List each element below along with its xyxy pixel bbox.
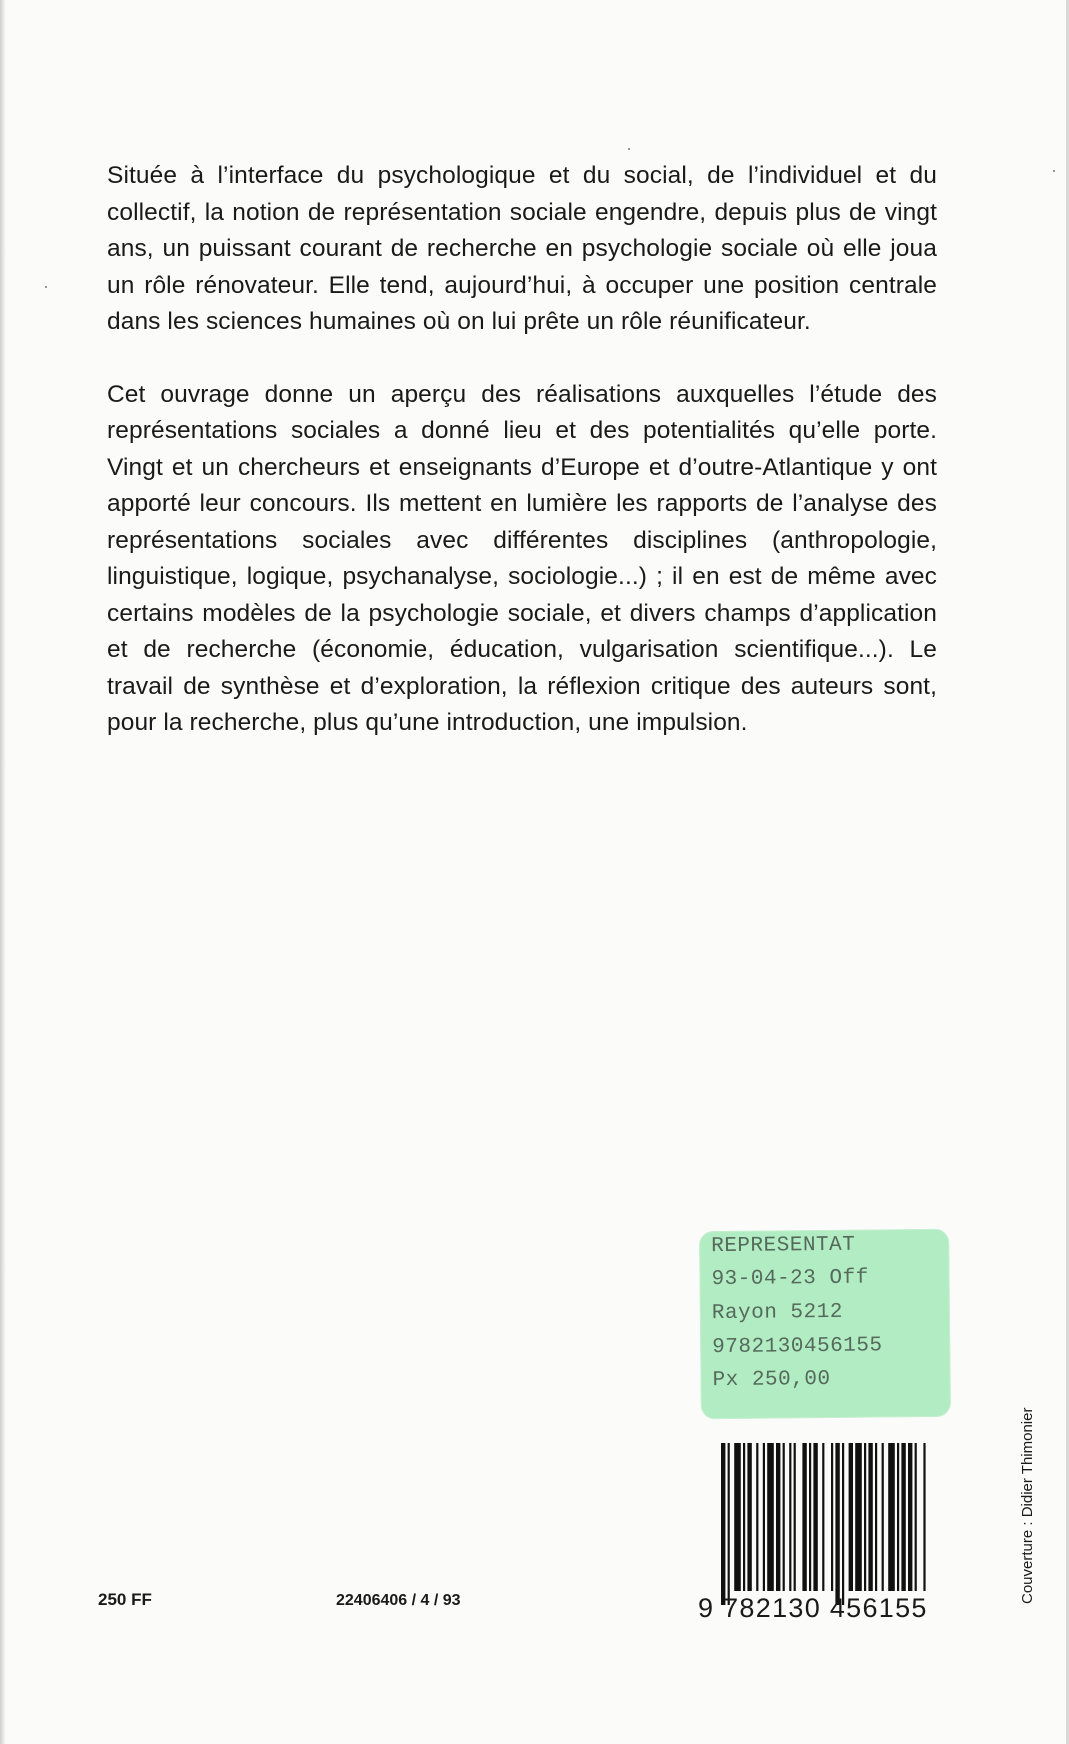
sticker-line-isbn: 9782130456155 (712, 1334, 883, 1360)
barcode-bar (767, 1443, 774, 1591)
barcode-bar (776, 1443, 780, 1591)
barcode-bar (728, 1443, 730, 1605)
barcode-bar (868, 1443, 872, 1591)
barcode-bar (783, 1443, 785, 1591)
barcode-bar (875, 1443, 877, 1591)
blurb-paragraph-1: Située à l’interface du psychologique et du social, de l’individuel et du collectif, la notion de représentation sociale engendre, depuis plus de vingt ans, un puissant courant de recherche en psychologie sociale où elle joua un rôle rénovateur. Elle tend, aujourd’hui, à occuper une position centrale dans les sciences humaines où on lui prête un rôle réunificateur. (107, 162, 937, 335)
barcode-bar (747, 1443, 751, 1591)
barcode-bar (915, 1443, 917, 1591)
barcode-bar (756, 1443, 758, 1591)
sticker-line-title: REPRESENTAT (711, 1233, 856, 1259)
barcode-bar (721, 1443, 725, 1605)
barcode-bar (882, 1443, 884, 1591)
barcode-bar (831, 1443, 833, 1591)
back-cover-blurb (107, 158, 937, 778)
price-sticker (699, 1229, 951, 1420)
barcode-bar (822, 1443, 824, 1591)
barcode-bar (813, 1443, 817, 1591)
barcode-bar (789, 1443, 791, 1591)
sticker-line-price: Px 250,00 (712, 1367, 831, 1393)
isbn-barcode (717, 1443, 933, 1605)
cover-price: 250 FF (98, 1590, 152, 1609)
barcode-bar (743, 1443, 745, 1591)
paper-speck (1053, 170, 1055, 172)
page-edge-shadow (0, 0, 6, 1744)
paper-speck (628, 148, 630, 150)
barcode-digits: 9 782130 456155 (698, 1593, 928, 1623)
barcode-bar (734, 1443, 741, 1591)
sticker-line-date: 93-04-23 Off (711, 1266, 869, 1292)
barcode-bar (794, 1443, 796, 1591)
print-code: 22406406 / 4 / 93 (336, 1592, 461, 1609)
barcode-bar (923, 1443, 925, 1591)
sticker-line-rayon: Rayon 5212 (711, 1300, 844, 1326)
barcode-bar (802, 1443, 806, 1591)
barcode-bar (763, 1443, 765, 1591)
blurb-paragraph-2: Cet ouvrage donne un aperçu des réalisations auxquelles l’étude des représentations sociales a donné lieu et des potentialités qu’elle porte. Vingt et un chercheurs et enseignants d’Europe et d’outre-Atlantique y ont apporté leur concours. Ils mettent en lumière les rapports de l’analyse des représentations sociales avec différentes disciplines (anthropologie, linguistique, logique, psychanalyse, sociologie...) ; il en est de même avec certains modèles de la psychologie sociale, et divers champs d’application et de recherche (économie, éducation, vulgarisation scientifique...). Le travail de synthèse et d’exploration, la réflexion critique des auteurs sont, pour la recherche, plus qu’une introduction, une impulsion. (107, 380, 937, 736)
barcode-bar (835, 1443, 839, 1605)
cover-credit: Couverture : Didier Thimonier (1019, 1407, 1036, 1604)
barcode-bar (864, 1443, 866, 1591)
barcode-bar (842, 1443, 844, 1605)
barcode-bar (849, 1443, 853, 1591)
paper-speck (45, 286, 47, 288)
barcode-bar (897, 1443, 899, 1591)
barcode-bar (855, 1443, 862, 1591)
barcode-bar (809, 1443, 811, 1591)
barcode-bar (901, 1443, 905, 1591)
barcode-bar (888, 1443, 895, 1591)
barcode-bar (908, 1443, 912, 1591)
